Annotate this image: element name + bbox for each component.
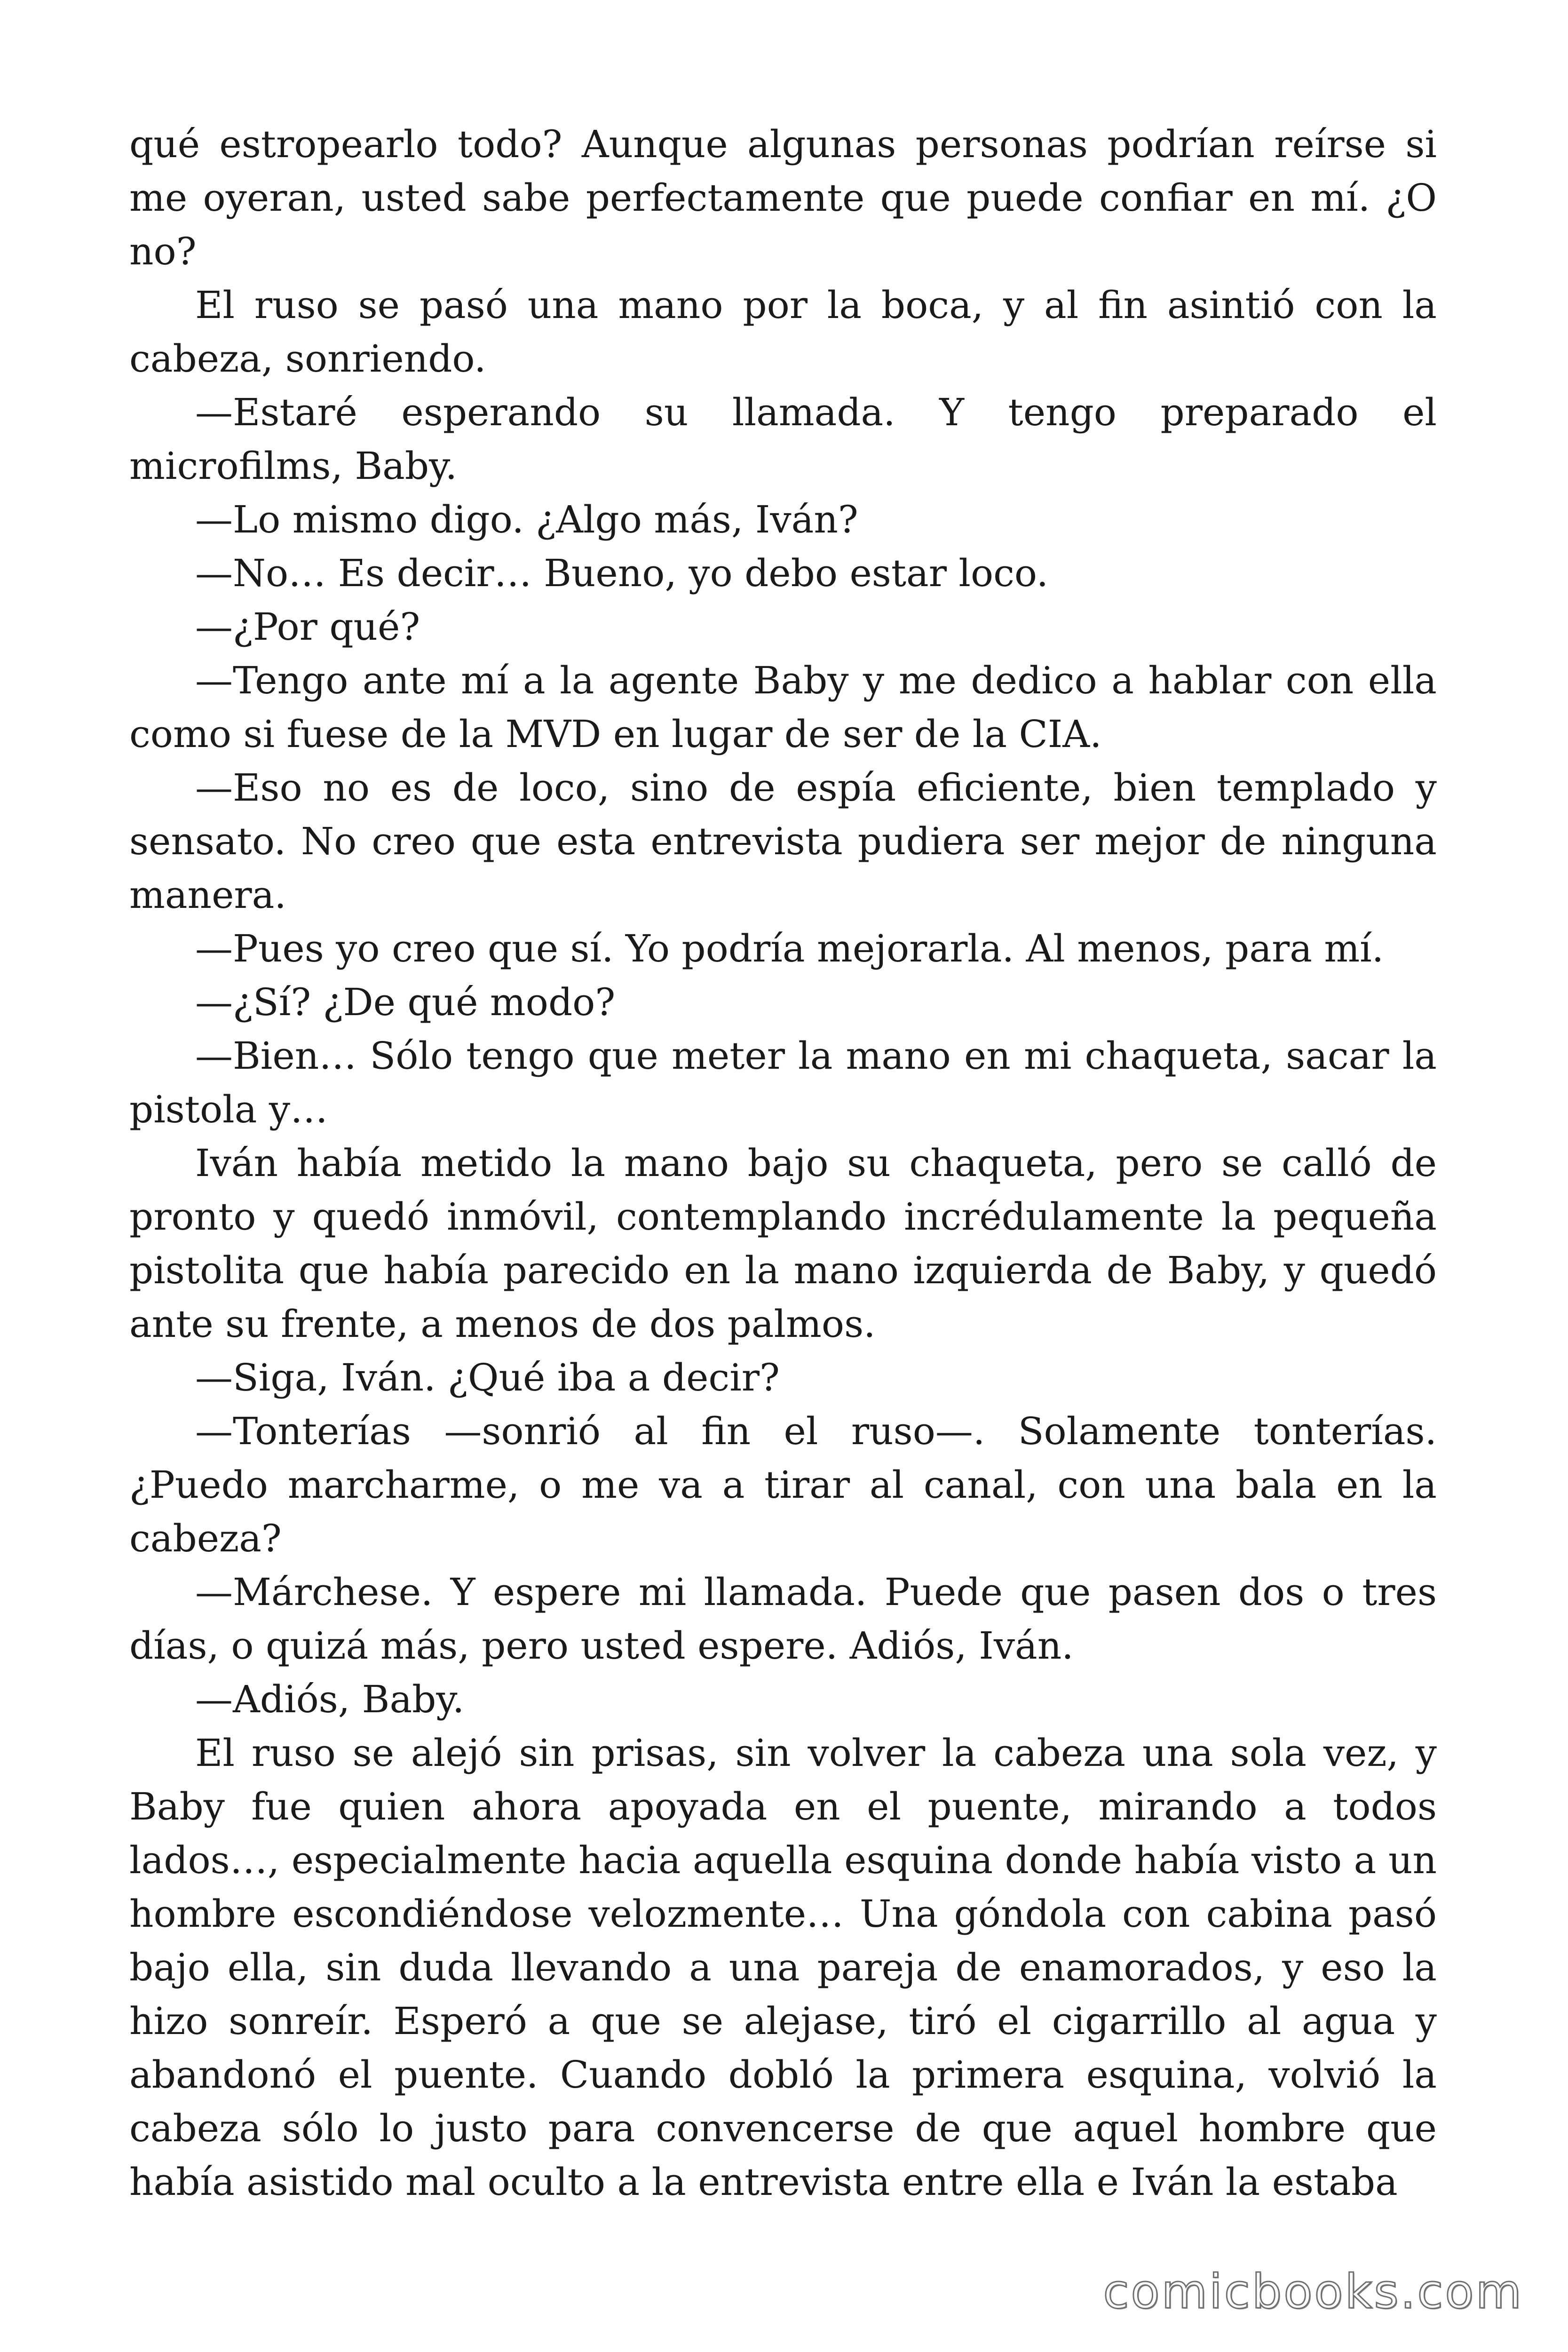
dialogue-line: —Siga, Iván. ¿Qué iba a decir? [195, 1356, 780, 1399]
dialogue-line: —Pues yo creo que sí. Yo podría mejorarla. Al menos, para mí. [195, 927, 1384, 970]
dialogue-line: —Lo mismo digo. ¿Algo más, Iván? [195, 498, 858, 541]
paragraph: El ruso se alejó sin prisas, sin volver la cabeza una sola vez, y Baby fue quien ahora apoyada en el puente, mirando a todos lados…, especialmente hacia aquella esquina donde había visto a un hombre escondiéndose velozmente… Una góndola con cabina pasó bajo ella, sin duda llevando a una pareja de enamorados, y eso la hizo sonreír. Esperó a que se alejase, tiró el cigarrillo al agua y abandonó el puente. Cuando dobló la primera esquina, volvió la cabeza sólo lo justo para convencerse de que aquel hombre que había asistido mal oculto a la entrevista entre ella e Iván la estaba [129, 1731, 1437, 2204]
dialogue-line: —Tengo ante mí a la agente Baby y me dedico a hablar con ella como si fuese de la MVD en lugar de ser de la CIA. [129, 659, 1437, 756]
dialogue-line: —Adiós, Baby. [195, 1677, 465, 1721]
dialogue-line: —¿Por qué? [195, 605, 420, 649]
paragraph: El ruso se pasó una mano por la boca, y al fin asintió con la cabeza, sonriendo. [129, 283, 1437, 381]
dialogue-line: —Márchese. Y espere mi llamada. Puede que pasen dos o tres días, o quizá más, pero usted espere. Adiós, Iván. [129, 1570, 1437, 1668]
dialogue-line: —Eso no es de loco, sino de espía eficiente, bien templado y sensato. No creo que esta entrevista pudiera ser mejor de ninguna manera. [129, 766, 1437, 917]
paragraph: Iván había metido la mano bajo su chaqueta, pero se calló de pronto y quedó inmóvil, contemplando incrédulamente la pequeña pistolita que había parecido en la mano izquierda de Baby, y quedó ante su frente, a menos de dos palmos. [129, 1141, 1437, 1346]
dialogue-line: —No… Es decir… Bueno, yo debo estar loco. [195, 551, 1049, 595]
dialogue-line: —Bien… Sólo tengo que meter la mano en mi chaqueta, sacar la pistola y… [129, 1034, 1437, 1131]
watermark-text: comicbooks.com [1103, 2264, 1523, 2319]
dialogue-line: —Tonterías —sonrió al fin el ruso—. Solamente tonterías. ¿Puedo marcharme, o me va a tirar al canal, con una bala en la cabeza? [129, 1409, 1437, 1560]
paragraph-continuation: qué estropearlo todo? Aunque algunas personas podrían reírse si me oyeran, usted sabe perfectamente que puede confiar en mí. ¿O no? [129, 122, 1437, 273]
dialogue-line: —Estaré esperando su llamada. Y tengo preparado el microfilms, Baby. [129, 390, 1437, 488]
dialogue-line: —¿Sí? ¿De qué modo? [195, 980, 616, 1024]
body-text [129, 118, 1437, 2209]
